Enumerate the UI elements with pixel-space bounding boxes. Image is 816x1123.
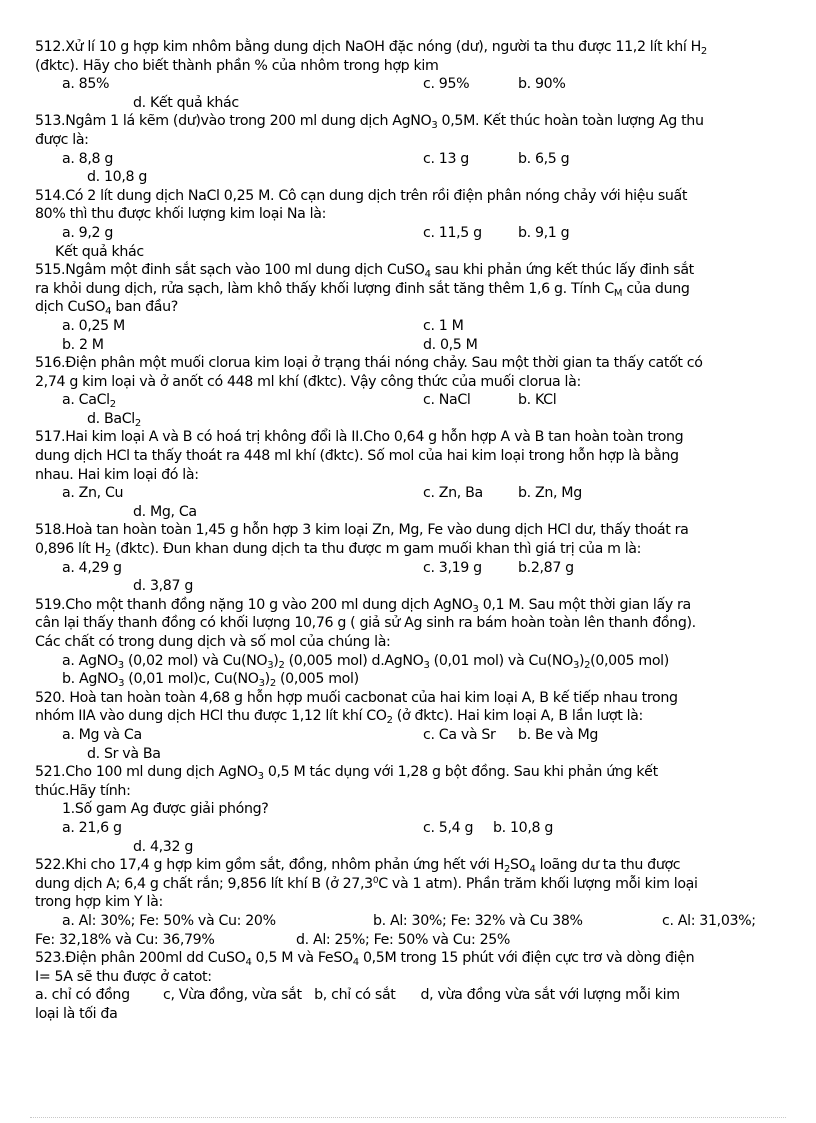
option-b[interactable]: b. 2 M [62,336,104,353]
question-523-options-line-1[interactable]: a. chỉ có đồng c, Vừa đồng, vừa sắt b, chỉ có sắt d, vừa đồng vừa sắt với lượng mỗi kim [35,987,680,1004]
option-c-continued[interactable]: Fe: 32,18% và Cu: 36,79% [35,931,215,948]
option-c[interactable]: c. 5,4 g [423,819,474,836]
question-516-stem-line-1: 516.Điện phân một muối clorua kim loại ở trạng thái nóng chảy. Sau một thời gian ta thấy catốt có [35,355,703,372]
question-517-option-d[interactable]: d. Mg, Ca [133,503,197,520]
page-bottom-divider [30,1117,786,1118]
question-514-options [35,224,795,243]
option-c[interactable]: c. 3,19 g [423,559,482,576]
question-519-options-row-1[interactable]: a. AgNO$_3$ (0,02 mol) và $Cu(NO_3)_2$ (0,005 mol) d.AgNO$_3$ (0,01 mol) và $Cu(NO_3)_2(0,005$ mol) [62,652,669,671]
option-a[interactable]: a. Mg và Ca [62,726,142,743]
option-d[interactable]: d. 0,5 M [423,336,478,353]
option-d[interactable]: d. Al: 25%; Fe: 50% và Cu: 25% [296,931,511,948]
option-c[interactable]: c. 1 M [423,317,464,334]
question-519-stem-line-2: cân lại thấy thanh đồng có khối lượng 10,76 g ( giả sử Ag sinh ra bám hoàn toàn lên thanh đồng). [35,615,696,632]
document-page [35,38,795,1023]
question-515-options-row-2 [35,336,795,355]
option-b[interactable]: b. 10,8 g [493,819,553,836]
option-c[interactable]: c. 13 g [423,150,469,167]
option-c[interactable]: c. NaCl [423,392,471,409]
option-a[interactable]: a. 85% [62,76,110,93]
question-522-options-row-2 [35,931,795,950]
question-513-option-d[interactable]: d. 10,8 g [87,169,147,186]
question-521-option-d[interactable]: d. 4,32 g [133,838,193,855]
question-513-stem-line-2: được là: [35,131,89,148]
question-512-options [35,75,795,94]
question-521-options [35,819,795,838]
question-517-stem-line-2: dung dịch HCl ta thấy thoát ra 448 ml khí (đktc). Số mol của hai kim loại trong hỗn hợp là bằng [35,448,679,465]
option-c[interactable]: c. Ca và Sr [423,726,496,743]
question-513-options [35,150,795,169]
question-513-stem-line-1: 513.Ngâm 1 lá kẽm (dư)vào trong 200 ml dung dịch AgNO$_3$ 0,5M. Kết thúc hoàn toàn lượng Ag thu [35,113,704,132]
option-a[interactable]: a. CaCl$_2$ [62,392,116,411]
option-c[interactable]: c. Al: 31,03%; [662,912,756,929]
question-520-stem-line-1: 520. Hoà tan hoàn toàn 4,68 g hỗn hợp muối cacbonat của hai kim loại A, B kế tiếp nhau trong [35,689,678,706]
option-b[interactable]: b. 9,1 g [518,224,570,241]
question-514-stem-line-1: 514.Có 2 lít dung dịch NaCl 0,25 M. Cô cạn dung dịch trên rồi điện phân nóng chảy với hiệu suất [35,187,688,204]
question-521-subquestion: 1.Số gam Ag được giải phóng? [62,801,269,818]
option-b[interactable]: b. Be và Mg [518,726,598,743]
option-b[interactable]: b. Al: 30%; Fe: 32% và Cu 38% [373,912,583,929]
question-523-stem-line-2: I= 5A sẽ thu được ở catot: [35,968,212,985]
question-512-stem-line-2: (đktc). Hãy cho biết thành phần % của nhôm trong hợp kim [35,57,439,74]
option-a[interactable]: a. 8,8 g [62,150,113,167]
question-514-stem-line-2: 80% thì thu được khối lượng kim loại Na là: [35,206,326,223]
question-520-option-d[interactable]: d. Sr và Ba [87,745,161,762]
question-518-option-d[interactable]: d. 3,87 g [133,578,193,595]
question-519-stem-line-1: 519.Cho một thanh đồng nặng 10 g vào 200 ml dung dịch AgNO$_3$ 0,1 M. Sau một thời gian lấy ra [35,596,691,615]
question-521-stem-line-2: thúc.Hãy tính: [35,782,131,799]
option-b[interactable]: b. Zn, Mg [518,485,582,502]
question-515-stem-line-1: 515.Ngâm một đinh sắt sạch vào 100 ml dung dịch CuSO$_4$ sau khi phản ứng kết thúc lấy đinh sắt [35,262,694,281]
option-c[interactable]: c. 95% [423,76,470,93]
question-520-options [35,726,795,745]
question-522-stem-line-3: trong hợp kim Y là: [35,894,163,911]
option-a[interactable]: a. 21,6 g [62,819,122,836]
question-517-stem-line-1: 517.Hai kim loại A và B có hoá trị không đổi là II.Cho 0,64 g hỗn hợp A và B tan hoàn toàn trong [35,429,684,446]
option-a[interactable]: a. Al: 30%; Fe: 50% và Cu: 20% [62,912,276,929]
question-515-options-row-1 [35,317,795,336]
option-a[interactable]: a. 0,25 M [62,317,125,334]
question-512-stem-line-1: 512.Xử lí 10 g hợp kim nhôm bằng dung dịch NaOH đặc nóng (dư), người ta thu được 11,2 lít khí $H_2$ [35,39,707,57]
question-515-stem-line-3: dịch CuSO$_4$ ban đầu? [35,299,178,318]
question-518-stem-line-2: 0,896 lít $H_2$ (đktc). Đun khan dung dịch ta thu được m gam muối khan thì giá trị của m là: [35,541,642,560]
question-520-stem-line-2: nhóm IIA vào dung dịch HCl thu được 1,12 lít khí $CO_2$ (ở đktc). Hai kim loại A, B lần lượt là: [35,708,643,727]
question-519-stem-line-3: Các chất có trong dung dịch và số mol của chúng là: [35,634,391,650]
option-b[interactable]: b. 6,5 g [518,150,570,167]
question-518-options [35,559,795,578]
question-514-option-d[interactable]: Kết quả khác [55,243,144,260]
question-522-stem-line-1: 522.Khi cho 17,4 g hợp kim gồm sắt, đồng, nhôm phản ứng hết với $H_2SO_4$ loãng dư ta thu được [35,857,681,876]
option-b[interactable]: b. 90% [518,76,566,93]
option-c[interactable]: c. 11,5 g [423,224,482,241]
question-522-stem-line-2: dung dịch A; 6,4 g chất rắn; 9,856 lít khí B (ở 27,3$^0$C và 1 atm). Phần trăm khối lượng mỗi kim loại [35,875,698,892]
option-a[interactable]: a. 4,29 g [62,559,122,576]
question-519-options-row-2[interactable]: b. AgNO$_3$ (0,01 mol)c, $Cu(NO_3)_2$ (0,005 mol) [62,671,359,690]
question-517-stem-line-3: nhau. Hai kim loại đó là: [35,466,199,483]
question-523-stem-line-1: 523.Điện phân 200ml dd CuSO$_4$ 0,5 M và FeSO$_4$ 0,5M trong 15 phút với điện cực trơ và dòng điện [35,950,695,969]
question-515-stem-line-2: ra khỏi dung dịch, rửa sạch, làm khô thấy khối lượng đinh sắt tăng thêm 1,6 g. Tính $C_M$ của dung [35,280,690,299]
option-b[interactable]: b. KCl [518,392,557,409]
option-b[interactable]: b.2,87 g [518,559,574,576]
question-516-stem-line-2: 2,74 g kim loại và ở anốt có 448 ml khí (đktc). Vậy công thức của muối clorua là: [35,373,581,390]
question-523-options-line-2: loại là tối đa [35,1005,118,1022]
question-522-options-row-1 [35,912,795,931]
option-c[interactable]: c. Zn, Ba [423,485,483,502]
question-516-options [35,391,795,410]
question-517-options [35,484,795,503]
option-a[interactable]: a. Zn, Cu [62,485,124,502]
option-a[interactable]: a. 9,2 g [62,224,113,241]
question-521-stem-line-1: 521.Cho 100 ml dung dịch AgNO$_3$ 0,5 M tác dụng với 1,28 g bột đồng. Sau khi phản ứng kết [35,764,658,783]
question-518-stem-line-1: 518.Hoà tan hoàn toàn 1,45 g hỗn hợp 3 kim loại Zn, Mg, Fe vào dung dịch HCl dư, thấy thoát ra [35,522,689,539]
question-516-option-d[interactable]: d. BaCl$_2$ [87,410,141,429]
question-512-option-d[interactable]: d. Kết quả khác [133,94,239,111]
